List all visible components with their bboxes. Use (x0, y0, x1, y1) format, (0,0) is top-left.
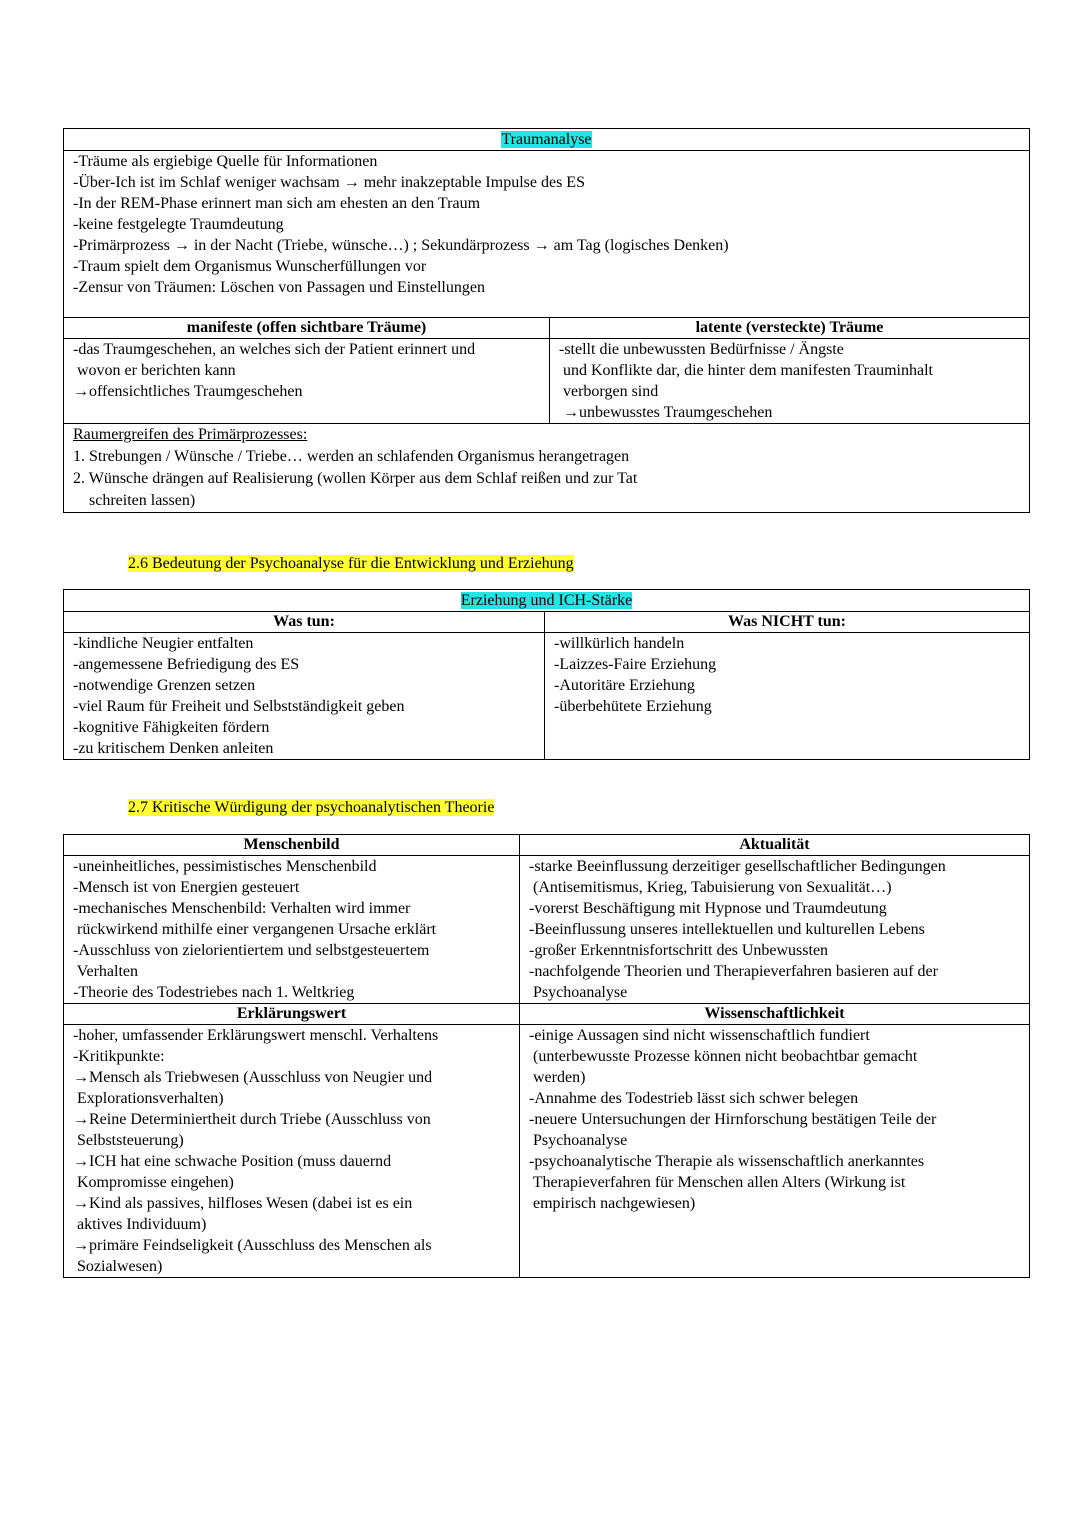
primary-process-cell (64, 424, 1030, 513)
trauma-line: -Zensur von Träumen: Löschen von Passagen und Einstellungen (73, 279, 485, 296)
dont-cell (545, 633, 1030, 760)
erklaerungswert-line: →Reine Determiniertheit durch Triebe (Ausschluss von (73, 1111, 431, 1128)
menschenbild-line: -mechanisches Menschenbild: Verhalten wird immer (73, 900, 411, 917)
wissenschaftlichkeit-cell (520, 1025, 1030, 1278)
wissenschaftlichkeit-line: -Annahme des Todestrieb lässt sich schwer belegen (529, 1090, 859, 1107)
do-header: Was tun: (64, 612, 545, 633)
erklaerungswert-line: aktives Individuum) (73, 1216, 207, 1233)
do-cell (64, 633, 545, 760)
erklaerungswert-cell (64, 1025, 520, 1278)
menschenbild-header: Menschenbild (64, 835, 520, 856)
primary-process-item: schreiten lassen) (73, 492, 196, 509)
traumanalyse-title: Traumanalyse (501, 131, 592, 148)
latent-cell (550, 339, 1030, 424)
erklaerungswert-line: →ICH hat eine schwache Position (muss dauernd (73, 1153, 392, 1170)
wissenschaftlichkeit-line: -einige Aussagen sind nicht wissenschaftlich fundiert (529, 1027, 870, 1044)
erklaerungswert-line: Explorationsverhalten) (73, 1090, 224, 1107)
do-item: -notwendige Grenzen setzen (73, 677, 256, 694)
erklaerungswert-line: -Kritikpunkte: (73, 1048, 165, 1065)
manifest-cell (64, 339, 550, 424)
wissenschaftlichkeit-line: Psychoanalyse (529, 1132, 628, 1149)
aktualitaet-header: Aktualität (520, 835, 1030, 856)
menschenbild-line: -Ausschluss von zielorientiertem und selbstgesteuertem (73, 942, 430, 959)
menschenbild-cell (64, 856, 520, 1004)
aktualitaet-line: -nachfolgende Theorien und Therapieverfahren basieren auf der (529, 963, 938, 980)
primary-process-item: 2. Wünsche drängen auf Realisierung (wollen Körper aus dem Schlaf reißen und zur Tat (73, 470, 638, 487)
section-2-6-heading (128, 553, 574, 574)
primary-process-title: Raumergreifen des Primärprozesses: (73, 426, 308, 443)
manifest-line: -das Traumgeschehen, an welches sich der Patient erinnert und (73, 341, 476, 358)
menschenbild-line: rückwirkend mithilfe einer vergangenen Ursache erklärt (73, 921, 437, 938)
primary-process-item: 1. Strebungen / Wünsche / Triebe… werden an schlafenden Organismus herangetragen (73, 448, 630, 465)
wissenschaftlichkeit-line: empirisch nachgewiesen) (529, 1195, 696, 1212)
trauma-line: -Traum spielt dem Organismus Wunscherfüllungen vor (73, 258, 427, 275)
do-item: -zu kritischem Denken anleiten (73, 740, 274, 757)
trauma-line: -Über-Ich ist im Schlaf weniger wachsam → mehr inakzeptable Impulse des ES (73, 174, 585, 191)
wissenschaftlichkeit-line: (unterbewusste Prozesse können nicht beobachtbar gemacht (529, 1048, 918, 1065)
dont-item: -Autoritäre Erziehung (554, 677, 695, 694)
menschenbild-line: -Theorie des Todestriebes nach 1. Weltkrieg (73, 984, 355, 1001)
menschenbild-line: -Mensch ist von Energien gesteuert (73, 879, 300, 896)
traumanalyse-table (63, 128, 1030, 513)
wissenschaftlichkeit-line: Therapieverfahren für Menschen allen Alters (Wirkung ist (529, 1174, 906, 1191)
aktualitaet-line: (Antisemitismus, Krieg, Tabuisierung von Sexualität…) (529, 879, 892, 896)
aktualitaet-line: -Beeinflussung unseres intellektuellen und kulturellen Lebens (529, 921, 925, 938)
do-item: -kognitive Fähigkeiten fördern (73, 719, 270, 736)
erklaerungswert-line: Sozialwesen) (73, 1258, 163, 1275)
latent-line: und Konflikte dar, die hinter dem manifesten Trauminhalt (559, 362, 933, 379)
traumanalyse-body (64, 151, 1030, 318)
erklaerungswert-line: →Kind als passives, hilfloses Wesen (dabei ist es ein (73, 1195, 413, 1212)
manifest-header: manifeste (offen sichtbare Träume) (64, 318, 550, 339)
manifest-line: wovon er berichten kann (73, 362, 236, 379)
kritik-table (63, 834, 1030, 1278)
dont-item: -Laizzes-Faire Erziehung (554, 656, 717, 673)
aktualitaet-cell (520, 856, 1030, 1004)
do-item: -viel Raum für Freiheit und Selbstständigkeit geben (73, 698, 405, 715)
erklaerungswert-line: →primäre Feindseligkeit (Ausschluss des Menschen als (73, 1237, 432, 1254)
erziehung-table (63, 589, 1030, 760)
dont-item: -willkürlich handeln (554, 635, 685, 652)
erziehung-title: Erziehung und ICH-Stärke (460, 592, 633, 609)
erklaerungswert-header: Erklärungswert (64, 1004, 520, 1025)
erziehung-title-cell (64, 590, 1030, 612)
wissenschaftlichkeit-line: werden) (529, 1069, 586, 1086)
aktualitaet-line: -vorerst Beschäftigung mit Hypnose und Traumdeutung (529, 900, 887, 917)
section-2-7-heading (128, 797, 494, 818)
menschenbild-line: -uneinheitliches, pessimistisches Menschenbild (73, 858, 377, 875)
manifest-line: →offensichtliches Traumgeschehen (73, 383, 303, 400)
do-item: -angemessene Befriedigung des ES (73, 656, 300, 673)
dont-header: Was NICHT tun: (545, 612, 1030, 633)
trauma-line: -keine festgelegte Traumdeutung (73, 216, 284, 233)
latent-line: -stellt die unbewussten Bedürfnisse / Ängste (559, 341, 844, 358)
latent-header: latente (versteckte) Träume (550, 318, 1030, 339)
wissenschaftlichkeit-header: Wissenschaftlichkeit (520, 1004, 1030, 1025)
dont-item: -überbehütete Erziehung (554, 698, 712, 715)
wissenschaftlichkeit-line: -neuere Untersuchungen der Hirnforschung bestätigen Teile der (529, 1111, 937, 1128)
erklaerungswert-line: Kompromisse eingehen) (73, 1174, 234, 1191)
erklaerungswert-line: →Mensch als Triebwesen (Ausschluss von Neugier und (73, 1069, 433, 1086)
aktualitaet-line: Psychoanalyse (529, 984, 628, 1001)
aktualitaet-line: -großer Erkenntnisfortschritt des Unbewussten (529, 942, 829, 959)
erklaerungswert-line: Selbststeuerung) (73, 1132, 184, 1149)
latent-line: verborgen sind (559, 383, 659, 400)
section-2-6-heading-text: 2.6 Bedeutung der Psychoanalyse für die Entwicklung und Erziehung (128, 555, 574, 572)
trauma-line: -In der REM-Phase erinnert man sich am ehesten an den Traum (73, 195, 481, 212)
trauma-line: -Primärprozess → in der Nacht (Triebe, wünsche…) ; Sekundärprozess → am Tag (logisches Denken) (73, 237, 729, 254)
erklaerungswert-line: -hoher, umfassender Erklärungswert menschl. Verhaltens (73, 1027, 439, 1044)
aktualitaet-line: -starke Beeinflussung derzeitiger gesellschaftlicher Bedingungen (529, 858, 946, 875)
trauma-line: -Träume als ergiebige Quelle für Informationen (73, 153, 378, 170)
wissenschaftlichkeit-line: -psychoanalytische Therapie als wissenschaftlich anerkanntes (529, 1153, 925, 1170)
section-2-7-heading-text: 2.7 Kritische Würdigung der psychoanalytischen Theorie (128, 799, 495, 816)
do-item: -kindliche Neugier entfalten (73, 635, 254, 652)
latent-line: →unbewusstes Traumgeschehen (559, 404, 773, 421)
menschenbild-line: Verhalten (73, 963, 139, 980)
traumanalyse-title-cell (64, 129, 1030, 151)
